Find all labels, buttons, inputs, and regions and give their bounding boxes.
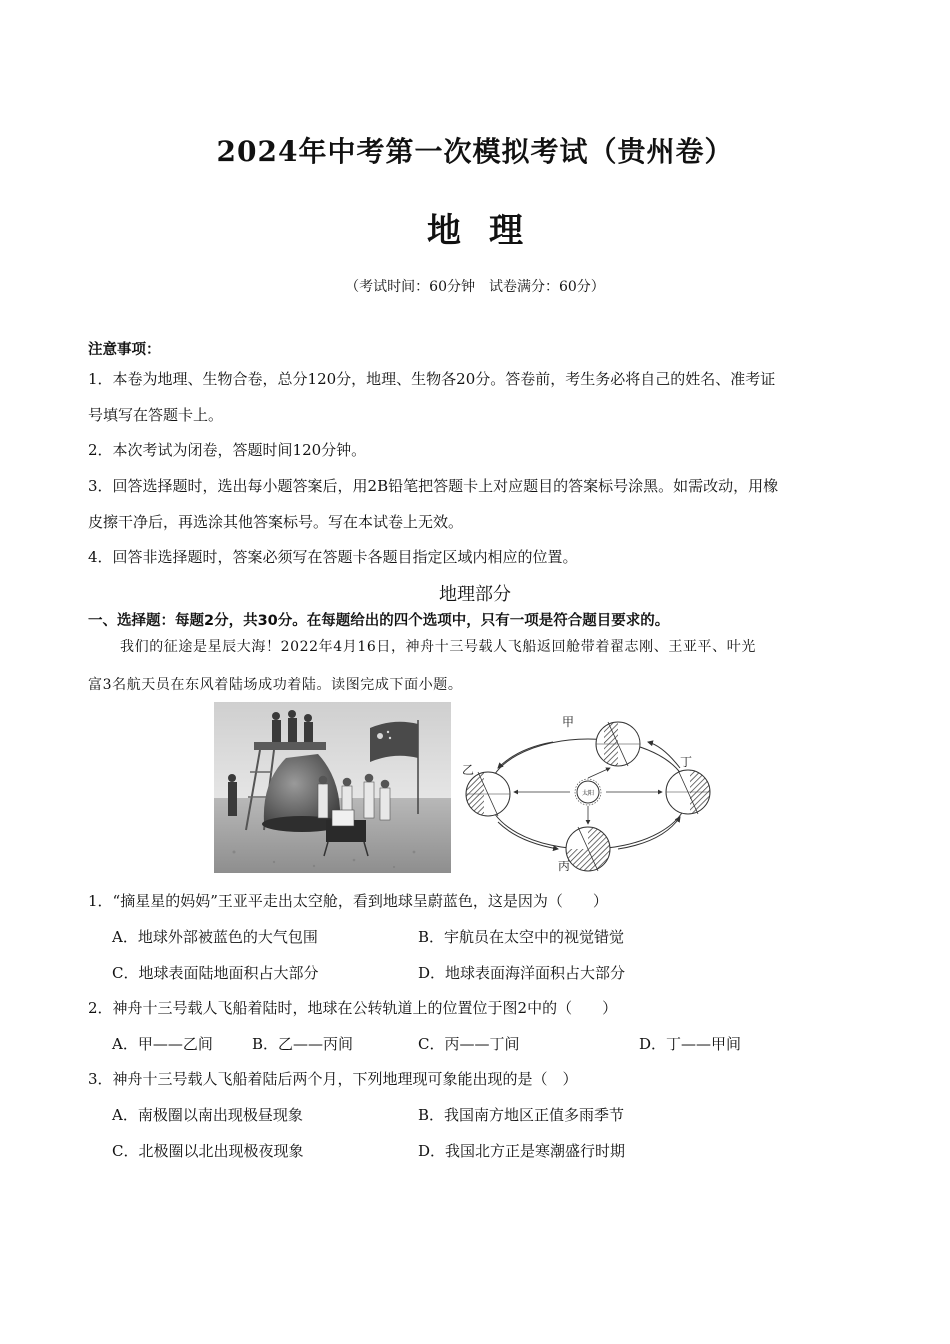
option-a: A．甲——乙间 (112, 1035, 213, 1053)
landing-photo (214, 702, 451, 873)
question-stem: 2．神舟十三号载人飞船着陆时，地球在公转轨道上的位置位于图2中的（ ） (88, 999, 618, 1017)
question-stem: 1．“摘星星的妈妈”王亚平走出太空舱，看到地球呈蔚蓝色，这是因为（ ） (88, 892, 608, 910)
subject-title: 地理 (427, 211, 551, 251)
label-ding: 丁 (680, 755, 693, 769)
option-b: B．宇航员在太空中的视觉错觉 (418, 928, 625, 946)
sun-label: 太阳 (581, 790, 595, 797)
note-line: 4．回答非选择题时，答案必须写在答题卡各题目指定区域内相应的位置。 (88, 548, 578, 566)
exam-info: （考试时间：60分钟 试卷满分：60分） (345, 279, 605, 295)
note-line: 2．本次考试为闭卷，答题时间120分钟。 (88, 441, 367, 459)
notes-heading: 注意事项： (88, 342, 161, 358)
earth-ding (666, 770, 710, 814)
earth-orbit-diagram (458, 702, 720, 873)
sun-icon (575, 779, 601, 805)
option-d: D．地球表面海洋面积占大部分 (418, 964, 626, 982)
note-line: 3．回答选择题时，选出每小题答案后，用2B铅笔把答题卡上对应题目的答案标号涂黑。如需改动，用橡 (88, 477, 779, 495)
option-c: C．地球表面陆地面积占大部分 (112, 964, 319, 982)
note-line: 号填写在答题卡上。 (88, 406, 224, 424)
option-d: D．丁——甲间 (639, 1035, 742, 1053)
option-b: B．我国南方地区正值多雨季节 (418, 1106, 625, 1124)
option-c: C．北极圈以北出现极夜现象 (112, 1142, 304, 1160)
mcq-heading: 一、选择题：每题2分，共30分。在每题给出的四个选项中，只有一项是符合题目要求的。 (88, 613, 670, 629)
label-jia: 甲 (562, 715, 575, 729)
option-c: C．丙——丁间 (418, 1035, 520, 1053)
exam-title: 2024年中考第一次模拟考试（贵州卷） (216, 135, 734, 168)
section-title: 地理部分 (439, 584, 511, 605)
option-a: A．南极圈以南出现极昼现象 (112, 1106, 303, 1124)
earth-jia (596, 722, 640, 766)
option-a: A．地球外部被蓝色的大气包围 (112, 928, 318, 946)
label-bing: 丙 (558, 859, 571, 873)
note-line: 1．本卷为地理、生物合卷，总分120分，地理、生物各20分。答卷前，考生务必将自己的姓名、准考证 (88, 370, 776, 388)
intro-text: 富3名航天员在东风着陆场成功着陆。读图完成下面小题。 (88, 677, 463, 693)
option-b: B．乙——丙间 (252, 1035, 354, 1053)
label-yi: 乙 (462, 763, 475, 777)
earth-bing (566, 827, 610, 871)
option-d: D．我国北方正是寒潮盛行时期 (418, 1142, 626, 1160)
question-stem: 3．神舟十三号载人飞船着陆后两个月，下列地理现可象能出现的是（ ） (88, 1070, 578, 1088)
intro-text: 我们的征途是星辰大海！2022年4月16日，神舟十三号载人飞船返回舱带着翟志刚、王亚平、叶光 (120, 639, 756, 655)
earth-yi (466, 772, 510, 816)
note-line: 皮擦干净后，再选涂其他答案标号。写在本试卷上无效。 (88, 513, 464, 531)
